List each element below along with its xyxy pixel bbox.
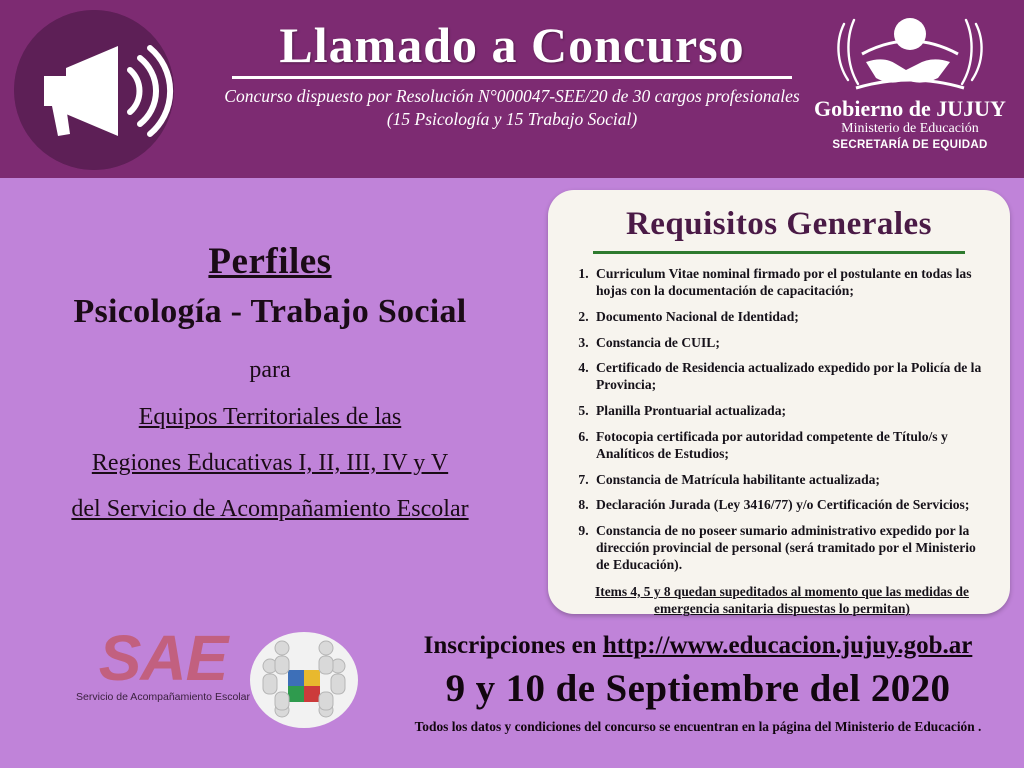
requirement-item: 8. Declaración Jurada (Ley 3416/77) y/o Certificación de Servicios; [592,497,990,514]
registration-dates: 9 y 10 de Septiembre del 2020 [445,667,951,710]
registration-line [380,632,1016,660]
profiles-line-3: del Servicio de Acompañamiento Escolar [71,496,469,522]
page-title: Llamado a Concurso [279,17,745,73]
header-banner [0,0,1024,178]
requirement-item: 1. Curriculum Vitae nominal firmado por el postulante en todas las hojas con la documentación de capacitación; [592,266,990,300]
requirement-item: 4. Certificado de Residencia actualizado expedido por la Policía de la Provincia; [592,360,990,394]
requirements-divider [593,251,965,254]
requirements-title: Requisitos Generales [625,206,933,242]
profiles-line-1: Equipos Territoriales de las [138,404,402,430]
header-text-block [192,18,832,131]
puzzle-people-icon [248,630,360,730]
header-subtitle-line-1: Concurso dispuesto por Resolución N°000047-SEE/20 de 30 cargos profesionales [224,86,800,106]
profiles-line-2: Regiones Educativas I, II, III, IV y V [91,450,449,476]
megaphone-icon [14,10,174,170]
secretary-name: SECRETARÍA DE EQUIDAD [832,139,988,152]
footer-info [380,632,1016,735]
requirements-list [548,266,1010,574]
requirement-item: 2. Documento Nacional de Identidad; [592,309,990,326]
registration-prefix: Inscripciones en [423,632,603,659]
profiles-title: Perfiles [208,241,332,282]
handshake-sun-icon [822,10,998,96]
requirement-item: 5. Planilla Prontuarial actualizada; [592,403,990,420]
sae-caption: Servicio de Acompañamiento Escolar [76,690,250,703]
profiles-section [10,240,530,540]
requirements-note: Items 4, 5 y 8 quedan supeditados al momento que las medidas de emergencia sanitaria dispuestas lo permitan) [595,583,969,617]
requirement-item: 9. Constancia de no poseer sumario administrativo expedido por la dirección provincial de personal (será tramitado por el Ministerio de Educación). [592,523,990,574]
registration-url[interactable]: http://www.educacion.jujuy.gob.ar [602,632,973,659]
profiles-subtitle: Psicología - Trabajo Social [73,293,467,330]
sae-acronym: SAE [98,622,228,694]
government-logo [810,10,1010,151]
requirement-item: 3. Constancia de CUIL; [592,335,990,352]
footer-note: Todos los datos y condiciones del concurso se encuentran en la página del Ministerio de Educación . [414,719,982,734]
requirement-item: 6. Fotocopia certificada por autoridad competente de Título/s y Analíticos de Estudios; [592,429,990,463]
requirement-item: 7. Constancia de Matrícula habilitante actualizada; [592,472,990,489]
title-divider [232,76,792,79]
requirements-panel [548,190,1010,617]
profiles-para-word: para [249,357,291,383]
government-name: Gobierno de JUJUY [814,96,1006,121]
header-subtitle-line-2: (15 Psicología y 15 Trabajo Social) [386,108,638,129]
sae-logo [58,622,268,703]
ministry-name: Ministerio de Educación [841,121,979,136]
